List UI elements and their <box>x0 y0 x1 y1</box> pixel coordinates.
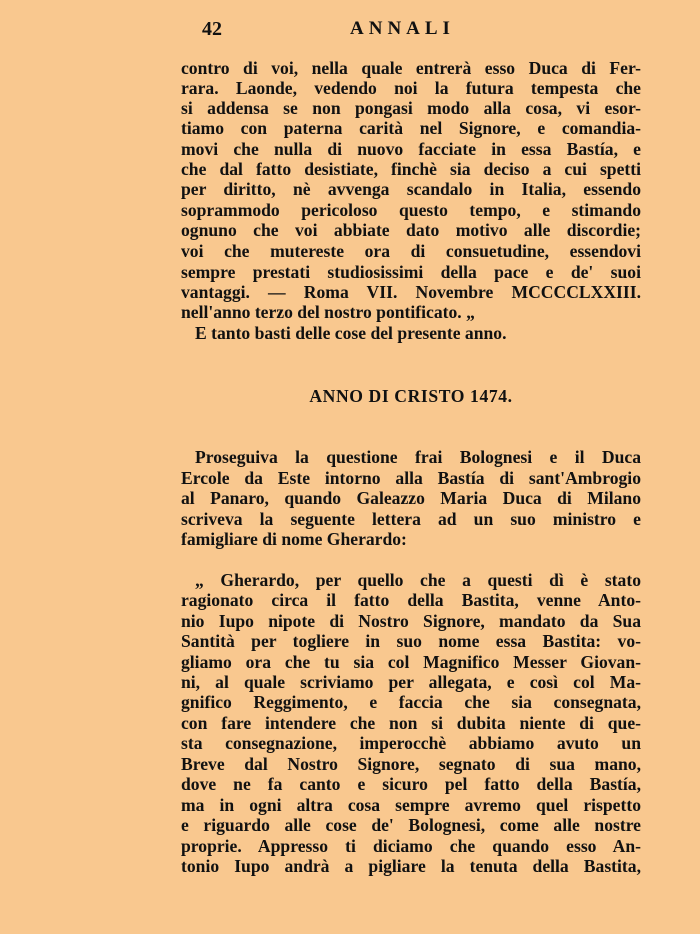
text-line: ragionato circa il fatto della Bastita, venne Anto- <box>181 590 641 610</box>
text-line: Breve dal Nostro Signore, segnato di sua mano, <box>181 754 641 774</box>
text-line: vantaggi. — Roma VII. Novembre MCCCCLXXIII. <box>181 282 641 302</box>
text-line: tiamo con paterna carità nel Signore, e comandia- <box>181 118 641 138</box>
text-line: proprie. Appresso ti diciamo che quando esso An- <box>181 836 641 856</box>
text-line: con fare intendere che non si dubita niente di que- <box>181 713 641 733</box>
text-line: ni, al quale scriviamo per allegata, e così col Ma- <box>181 672 641 692</box>
text-line: voi che mutereste ora di consuetudine, essendovi <box>181 241 641 261</box>
text-line: e riguardo alle cose de' Bolognesi, come alle nostre <box>181 815 641 835</box>
text-line: gnifico Reggimento, e faccia che sia consegnata, <box>181 692 641 712</box>
text-line: nell'anno terzo del nostro pontificato. „ <box>181 302 475 322</box>
text-line: sempre prestati studiosissimi della pace e de' suoi <box>181 262 641 282</box>
running-title: ANNALI <box>350 18 455 39</box>
section-heading: ANNO DI CRISTO 1474. <box>309 386 513 406</box>
text-line: rara. Laonde, vedendo noi la futura tempesta che <box>181 78 641 98</box>
text-line: famigliare di nome Gherardo: <box>181 529 407 549</box>
text-line: si addensa se non pongasi modo alla cosa, vi esor- <box>181 98 641 118</box>
text-line: che dal fatto desistiate, finchè sia deciso a cui spetti <box>181 159 641 179</box>
text-line: contro di voi, nella quale entrerà esso Duca di Fer- <box>181 58 641 78</box>
text-line: ognuno che voi abbiate dato motivo alle discordie; <box>181 220 641 240</box>
text-line: scriveva la seguente lettera ad un suo ministro e <box>181 509 641 529</box>
text-line: Santità per togliere in suo nome essa Bastita: vo- <box>181 631 641 651</box>
text-line: sta consegnazione, imperocchè abbiamo avuto un <box>181 733 641 753</box>
text-line: E tanto basti delle cose del presente anno. <box>195 323 507 343</box>
text-line: dove ne fa canto e sicuro pel fatto della Bastía, <box>181 774 641 794</box>
text-line: movi che nulla di nuovo facciate in essa Bastía, e <box>181 139 641 159</box>
text-line: Ercole da Este intorno alla Bastía di sant'Ambrogio <box>181 468 641 488</box>
text-line: soprammodo pericoloso questo tempo, e stimando <box>181 200 641 220</box>
text-line: per diritto, nè avvenga scandalo in Italia, essendo <box>181 179 641 199</box>
text-line: al Panaro, quando Galeazzo Maria Duca di Milano <box>181 488 641 508</box>
text-line: tonio Iupo andrà a pigliare la tenuta della Bastita, <box>181 856 641 876</box>
page-number: 42 <box>202 18 222 40</box>
text-line: ma in ogni altra cosa sempre avremo quel rispetto <box>181 795 641 815</box>
text-line: nio Iupo nipote di Nostro Signore, mandato da Sua <box>181 611 641 631</box>
text-line: Proseguiva la questione frai Bolognesi e il Duca <box>195 447 641 467</box>
page-header <box>200 16 500 44</box>
text-line: „ Gherardo, per quello che a questi dì è stato <box>195 570 641 590</box>
text-line: gliamo ora che tu sia col Magnifico Messer Giovan- <box>181 652 641 672</box>
